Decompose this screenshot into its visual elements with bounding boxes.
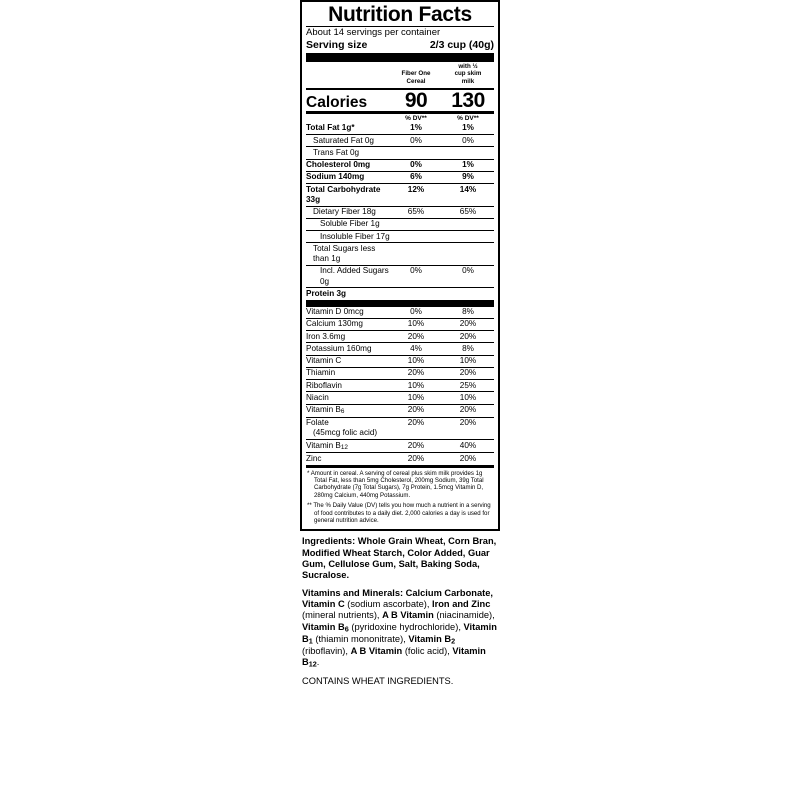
nutrient-name: Soluble Fiber 1g	[320, 219, 380, 229]
vitamin-dv-cereal: 10%	[407, 392, 425, 402]
column-header-milk: with ½ cup skim milk	[454, 62, 482, 86]
vitamin-row	[306, 307, 494, 318]
vitamin-name: Potassium 160mg	[306, 343, 372, 353]
vitamin-row	[306, 367, 494, 379]
vitamin-dv-milk: 25%	[459, 380, 477, 390]
vitamin-dv-milk: 20%	[459, 405, 477, 415]
nutrient-dv-milk: 0%	[462, 266, 474, 276]
nutrient-dv-cereal	[390, 289, 442, 299]
daily-value-headers	[306, 114, 494, 123]
calories-milk-value: 130	[451, 89, 485, 113]
ingredients-section	[300, 531, 500, 686]
vitamin-name: Vitamin D 0mcg	[306, 307, 364, 317]
vitamin-dv-milk: 20%	[459, 319, 477, 329]
vitamin-dv-cereal: 20%	[407, 453, 425, 463]
nutrient-row	[306, 159, 494, 171]
nutrient-name: Sodium 140mg	[306, 172, 365, 182]
nutrient-dv-milk	[442, 148, 494, 158]
vitamin-name: Thiamin	[306, 368, 336, 378]
nutrient-dv-cereal	[390, 148, 442, 158]
vitamin-dv-cereal: 20%	[407, 440, 425, 450]
vitamin-row	[306, 404, 494, 417]
nutrient-dv-milk: 65%	[459, 207, 477, 217]
contains-statement: CONTAINS WHEAT INGREDIENTS.	[302, 675, 454, 686]
nutrient-dv-milk: 0%	[462, 135, 474, 145]
nutrient-name: Total Carbohydrate 33g	[306, 184, 381, 204]
nutrient-dv-cereal	[390, 232, 442, 242]
vitamin-row	[306, 318, 494, 330]
vitamin-row	[306, 452, 494, 464]
ingredients-text: Whole Grain Wheat, Corn Bran, Modified Wheat Starch, Color Added, Guar Gum, Cellulose Gum, Salt, Baking Soda, Sucralose.	[302, 536, 497, 580]
nutrient-rows	[306, 123, 494, 300]
nutrient-name: Trans Fat 0g	[313, 147, 360, 157]
nutrient-name: Cholesterol 0mg	[306, 160, 371, 170]
nutrient-dv-cereal	[390, 219, 442, 229]
vitamin-dv-milk: 20%	[459, 368, 477, 378]
serving-size-row	[306, 39, 494, 53]
vitamin-dv-cereal: 4%	[410, 343, 422, 353]
nutrient-row	[306, 287, 494, 299]
footnote-daily-value: ** The % Daily Value (DV) tells you how much a nutrient in a serving of food contributes to a daily diet. 2,000 calories a day is used for general nutrition advice.	[307, 502, 491, 525]
nutrition-facts-label	[300, 0, 500, 531]
nutrient-row	[306, 183, 494, 206]
ingredients-main	[302, 536, 498, 581]
nutrient-dv-cereal: 6%	[410, 172, 422, 182]
vitamin-row	[306, 330, 494, 342]
vitamins-minerals-paragraph	[302, 588, 498, 669]
nutrient-dv-milk	[442, 289, 494, 299]
vitamin-name: Vitamin C	[306, 356, 342, 366]
serving-size-value: 2/3 cup (40g)	[429, 38, 494, 51]
vitamin-dv-cereal: 20%	[407, 368, 425, 378]
servings-per-container: About 14 servings per container	[306, 27, 441, 38]
nutrient-dv-milk: 14%	[459, 184, 477, 194]
protein-divider	[306, 300, 494, 307]
nutrient-name: Protein 3g	[306, 288, 347, 298]
footnote-amount-in-cereal: * Amount in cereal. A serving of cereal plus skim milk provides 1g Total Fat, less than 5mg Cholesterol, 200mg Sodium, 39g Total Carbohydrate (7g Total Sugars), 7g Protein, 1.5mcg Vitamin D, 280mg Calcium, 440mg Potassium.	[307, 469, 484, 499]
nutrient-dv-milk	[442, 219, 494, 229]
vitamin-dv-cereal: 10%	[407, 356, 425, 366]
nutrient-dv-cereal	[390, 244, 442, 265]
vitamin-rows	[306, 307, 494, 465]
nutrient-row	[306, 242, 494, 265]
vitamin-dv-cereal: 10%	[407, 319, 425, 329]
column-header-cereal: Fiber One Cereal	[401, 70, 431, 86]
vitamin-dv-milk: 20%	[459, 453, 477, 463]
ingredients-heading: Ingredients:	[302, 536, 356, 547]
vitamins-minerals-heading: Vitamins and Minerals: Calcium Carbonate, Vitamin C	[302, 588, 493, 610]
vitamin-name: Niacin	[306, 392, 329, 402]
nutrient-row	[306, 230, 494, 242]
vitamin-row	[306, 417, 494, 440]
vitamin-dv-milk: 8%	[462, 343, 474, 353]
vitamin-dv-cereal: 20%	[407, 405, 425, 415]
nutrient-dv-cereal: 1%	[410, 123, 422, 133]
vitamin-name: Riboflavin	[306, 380, 342, 390]
nutrient-dv-milk: 1%	[462, 160, 474, 170]
vitamins-minerals-text: (sodium ascorbate), Iron and Zinc (mineral nutrients), A B Vitamin (niacinamide), Vitamin B6 (pyridoxine hydrochloride), Vitamin B1 (thiamin mononitrate), Vitamin B2 (riboflavin), A B Vitamin (folic acid), Vitamin B12.	[302, 599, 497, 668]
nutrient-dv-cereal: 0%	[410, 160, 422, 170]
nutrient-dv-cereal: 0%	[410, 135, 422, 145]
calories-label: Calories	[306, 93, 368, 111]
dv-header-cereal: % DV**	[405, 115, 427, 123]
nutrient-name: Incl. Added Sugars 0g	[320, 266, 389, 286]
nutrient-name: Saturated Fat 0g	[313, 135, 374, 145]
dv-header-milk: % DV**	[457, 115, 479, 123]
column-header-spacer	[306, 87, 390, 88]
vitamin-dv-cereal: 0%	[410, 307, 422, 317]
vitamin-dv-milk: 40%	[459, 440, 477, 450]
serving-size-label: Serving size	[306, 38, 368, 51]
nutrient-dv-milk	[442, 232, 494, 242]
nutrient-dv-cereal: 0%	[410, 266, 422, 276]
nutrient-row	[306, 123, 494, 134]
nutrient-name: Total Fat 1g*	[306, 123, 355, 133]
nutrient-name: Total Sugars less than 1g	[313, 243, 376, 264]
nutrient-dv-cereal: 12%	[407, 184, 425, 194]
vitamin-dv-milk: 20%	[459, 418, 477, 428]
calories-cereal-value: 90	[404, 89, 428, 113]
vitamin-row	[306, 342, 494, 354]
vitamin-name: Vitamin B6	[306, 405, 345, 416]
nutrient-row	[306, 146, 494, 158]
nutrient-row	[306, 134, 494, 146]
nutrient-row	[306, 171, 494, 183]
vitamin-dv-milk: 8%	[462, 307, 474, 317]
vitamin-name: Folate (45mcg folic acid)	[306, 418, 378, 438]
heavy-divider-1	[306, 53, 494, 62]
nutrition-facts-title: Nutrition Facts	[328, 3, 472, 26]
nutrient-name: Dietary Fiber 18g	[313, 207, 376, 217]
vitamin-row	[306, 355, 494, 367]
vitamin-row	[306, 439, 494, 452]
vitamin-row	[306, 379, 494, 391]
vitamin-dv-milk: 10%	[459, 356, 477, 366]
vitamin-dv-milk: 20%	[459, 331, 477, 341]
nutrient-row	[306, 265, 494, 288]
nutrient-row	[306, 218, 494, 230]
footnotes	[306, 468, 494, 525]
dv-header-spacer	[306, 115, 390, 122]
vitamin-dv-cereal: 10%	[407, 380, 425, 390]
nutrient-row	[306, 206, 494, 218]
column-headers	[306, 62, 494, 89]
nutrient-dv-cereal: 65%	[407, 207, 425, 217]
nutrient-dv-milk: 1%	[462, 123, 474, 133]
vitamin-name: Calcium 130mg	[306, 319, 363, 329]
nutrient-name: Insoluble Fiber 17g	[320, 231, 390, 241]
vitamin-name: Vitamin B12	[306, 440, 348, 451]
calories-row	[306, 90, 494, 111]
vitamin-name: Iron 3.6mg	[306, 331, 346, 341]
vitamin-dv-milk: 10%	[459, 392, 477, 402]
nutrition-panel	[300, 0, 500, 800]
vitamin-row	[306, 391, 494, 403]
vitamin-name: Zinc	[306, 453, 322, 463]
nutrient-dv-milk: 9%	[462, 172, 474, 182]
vitamin-dv-cereal: 20%	[407, 418, 425, 428]
vitamin-dv-cereal: 20%	[407, 331, 425, 341]
nutrient-dv-milk	[442, 244, 494, 265]
